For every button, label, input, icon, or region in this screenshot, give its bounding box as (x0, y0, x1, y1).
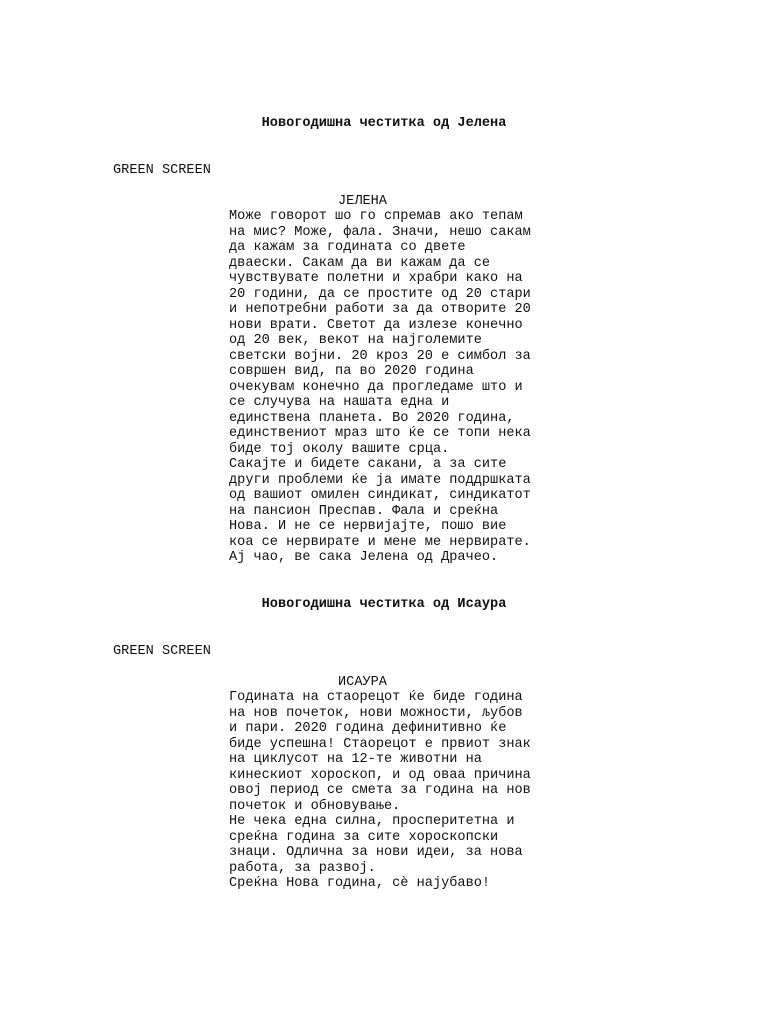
dialogue-line: кинескиот хороскоп, и од оваа причина (229, 767, 531, 783)
scene-heading-jelena: Новогодишна честитка од Јелена (261, 116, 507, 131)
dialogue-line: се случува на нашата една и (229, 395, 450, 410)
dialogue-line: совршен вид, па во 2020 година (229, 364, 474, 379)
dialogue-line: знаци. Одлична за нови идеи, за нова (229, 845, 523, 860)
dialogue-line: на пансион Преспав. Фала и среќна (229, 503, 499, 519)
dialogue-line: да кажам за годината со двете (229, 240, 466, 255)
dialogue-line: Сакајте и бидете сакани, а за сите (229, 457, 507, 472)
dialogue-line: на циклусот на 12-те животни на (229, 752, 482, 767)
dialogue-line: Може говорот шо го спремав ако тепам (229, 209, 523, 224)
character-name-isaura: ИСАУРА (338, 675, 387, 690)
dialogue-isaura (229, 690, 579, 892)
dialogue-line: Годината на стаорецот ќе биде година (229, 690, 523, 705)
dialogue-line: единствениот мраз што ќе се топи нека (229, 426, 531, 441)
dialogue-line: среќна година за сите хороскопски (229, 829, 499, 845)
dialogue-line: на мис? Може, фала. Значи, нешо сакам (229, 224, 531, 240)
dialogue-line: Среќна Нова година, сè најубаво! (229, 876, 491, 891)
dialogue-line: на нов почеток, нови можности, љубов (229, 705, 523, 721)
dialogue-line: коа се нервирате и мене ме нервирате. (229, 534, 531, 550)
dialogue-line: други проблеми ќе ја имате поддршката (229, 472, 531, 488)
dialogue-line: и пари. 2020 година дефинитивно ќе (229, 721, 507, 736)
dialogue-line: биде успешна! Стаорецот е првиот знак (229, 736, 531, 752)
dialogue-line: единствена планета. Во 2020 година, (229, 410, 515, 426)
dialogue-line: почеток и обновување. (229, 798, 401, 814)
dialogue-line: нови врати. Светот да излезе конечно (229, 317, 523, 333)
dialogue-line: Не чека една силна, просперитетна и (229, 814, 515, 829)
dialogue-line: биде тој околу вашите срца. (229, 441, 450, 457)
dialogue-line: овој период се смета за година на нов (229, 783, 531, 798)
dialogue-line: 20 години, да се простите од 20 стари (229, 286, 531, 302)
dialogue-line: Ај чао, ве сака Јелена од Драчео. (229, 550, 499, 565)
dialogue-line: и непотребни работи за да отворите 20 (229, 302, 531, 317)
dialogue-line: чувствувате полетни и храбри како на (229, 271, 523, 286)
dialogue-line: Нова. И не се нервијајте, пошо вие (229, 519, 507, 534)
dialogue-line: од вашиот омилен синдикат, синдикатот (229, 488, 531, 503)
dialogue-line: од 20 век, векот на најголемите (229, 333, 482, 348)
dialogue-line: дваески. Сакам да ви кажам да се (229, 255, 491, 271)
dialogue-line: очекувам конечно да прогледаме што и (229, 379, 523, 395)
scene-slug-jelena: GREEN SCREEN (113, 163, 211, 178)
scene-heading-isaura: Новогодишна честитка од Исаура (261, 597, 507, 612)
character-name-jelena: ЈЕЛЕНА (338, 194, 387, 209)
dialogue-line: работа, за развој. (229, 860, 376, 876)
scene-slug-isaura: GREEN SCREEN (113, 644, 211, 659)
dialogue-line: светски војни. 20 кроз 20 е симбол за (229, 348, 531, 364)
dialogue-jelena (229, 209, 579, 566)
